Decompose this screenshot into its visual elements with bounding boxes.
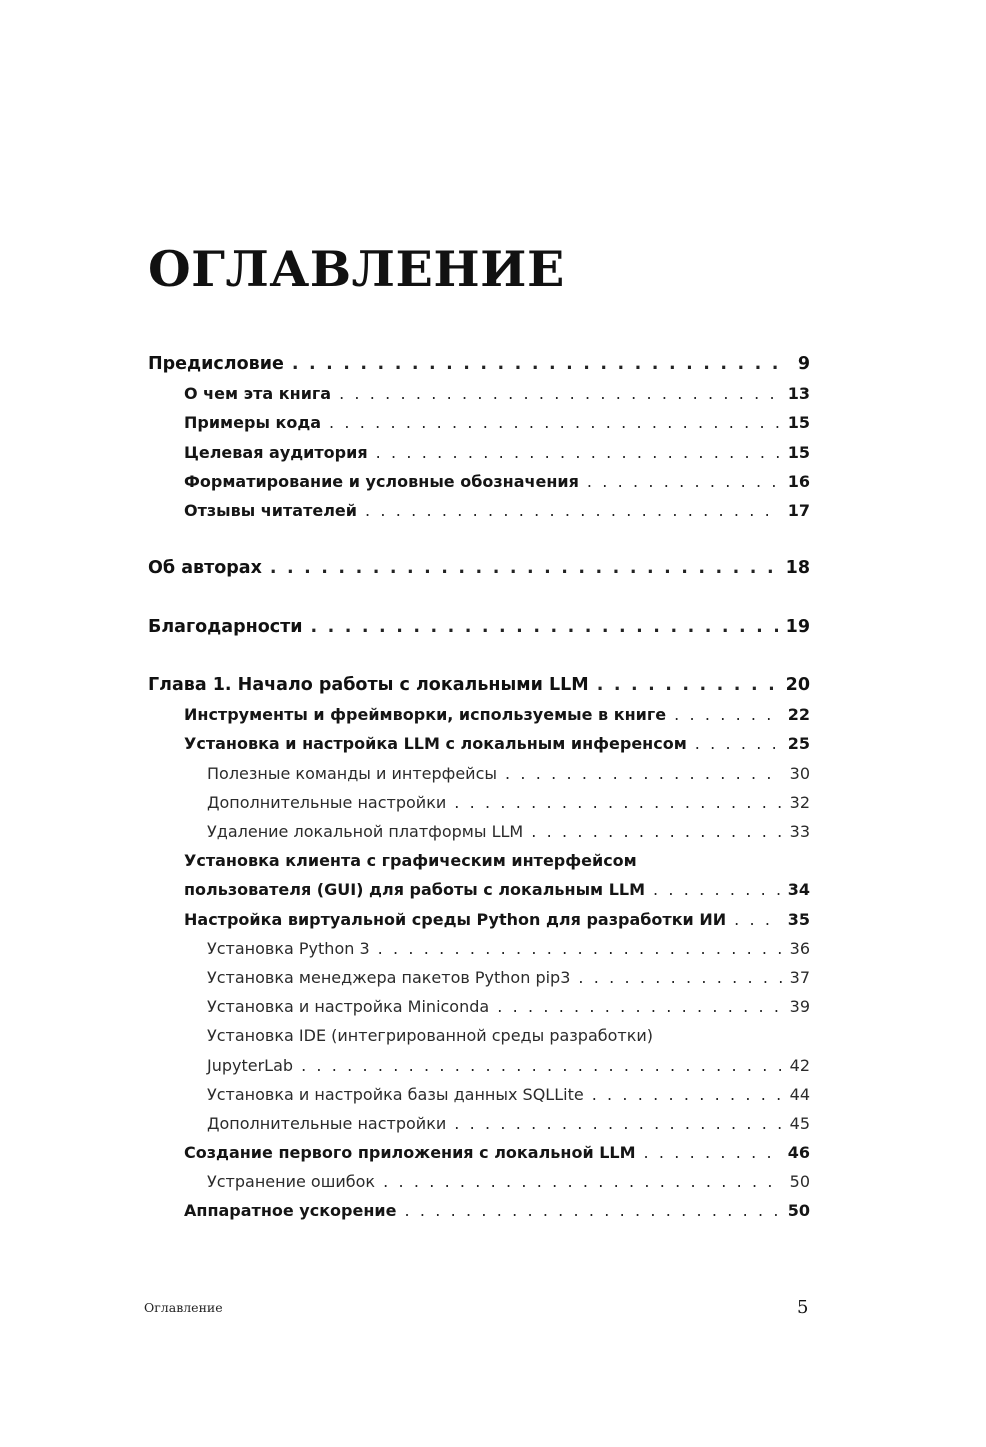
toc-label: Об авторах	[148, 558, 262, 579]
dot-leader	[531, 817, 781, 846]
toc-entry-install-miniconda[interactable]	[148, 992, 810, 1021]
dot-leader	[378, 934, 782, 963]
toc-label: Глава 1. Начало работы с локальными LLM	[148, 675, 589, 696]
dot-leader	[292, 350, 790, 379]
toc-label: Создание первого приложения с локальной LLM	[184, 1143, 636, 1163]
toc-entry-useful-commands[interactable]	[148, 759, 810, 788]
toc-entry-chapter-1[interactable]	[148, 671, 810, 700]
toc-page: 22	[787, 705, 810, 725]
toc-entry-reviews[interactable]	[148, 496, 810, 525]
running-footer-title: Оглавление	[144, 1300, 223, 1315]
toc-label: О чем эта книга	[184, 384, 332, 404]
toc-page: 16	[787, 471, 810, 491]
toc-page: 32	[789, 792, 810, 812]
dot-leader	[505, 759, 782, 788]
toc-label: Устранение ошибок	[207, 1172, 376, 1192]
toc-page: 17	[787, 500, 810, 520]
toc-entry-gui-client-line1[interactable]: Установка клиента с графическим интерфейсом	[184, 851, 637, 871]
toc-page: 50	[789, 1172, 810, 1192]
dot-leader	[329, 408, 780, 437]
dot-leader	[339, 379, 780, 408]
dot-leader	[376, 438, 780, 467]
toc-page: 33	[789, 822, 810, 841]
dot-leader	[365, 496, 780, 525]
toc-page: 39	[789, 997, 810, 1017]
table-of-contents	[148, 350, 810, 1226]
toc-page: 37	[789, 967, 810, 987]
toc-label: Установка и настройка базы данных SQLLite	[207, 1084, 584, 1104]
toc-entry-thanks[interactable]	[148, 613, 810, 642]
toc-label: Установка Python 3	[207, 938, 370, 958]
toc-entry-install-ide-line1[interactable]: Установка IDE (интегрированной среды разработки)	[207, 1026, 654, 1046]
toc-page: 19	[785, 616, 810, 637]
dot-leader	[653, 875, 780, 904]
toc-page: 50	[787, 1201, 810, 1221]
toc-label: Примеры кода	[184, 413, 322, 433]
toc-page: 15	[787, 413, 810, 433]
dot-leader	[404, 1196, 779, 1225]
dot-leader	[497, 992, 781, 1021]
dot-leader	[597, 671, 778, 700]
toc-entry-remove-platform[interactable]	[148, 817, 810, 846]
toc-entry-extra-settings-1[interactable]	[148, 788, 810, 817]
toc-label: Установка и настройка LLM с локальным инференсом	[184, 734, 687, 754]
page-number: 5	[797, 1297, 809, 1318]
toc-label: Инструменты и фреймворки, используемые в книге	[184, 705, 667, 725]
toc-entry-tools[interactable]	[148, 700, 810, 729]
toc-page: 25	[787, 734, 810, 754]
toc-page: 34	[787, 880, 810, 900]
toc-page: 18	[785, 558, 810, 579]
toc-page: 20	[785, 675, 810, 696]
dot-leader	[578, 963, 781, 992]
toc-label: Установка менеджера пакетов Python pip3	[207, 967, 571, 987]
dot-leader	[587, 467, 780, 496]
toc-entry-gui-client[interactable]	[148, 875, 810, 904]
toc-label: Настройка виртуальной среды Python для разработки ИИ	[184, 909, 727, 929]
dot-leader	[311, 613, 778, 642]
toc-entry-audience[interactable]	[148, 438, 810, 467]
toc-entry-python-env[interactable]	[148, 905, 810, 934]
toc-entry-preface[interactable]	[148, 350, 810, 379]
toc-label: Аппаратное ускорение	[184, 1201, 397, 1221]
toc-page: 42	[789, 1055, 810, 1075]
toc-label: Дополнительные настройки	[207, 792, 447, 812]
toc-page: 36	[789, 938, 810, 958]
toc-entry-install-sqllite[interactable]	[148, 1080, 810, 1109]
toc-label: пользователя (GUI) для работы с локальным LLM	[184, 880, 646, 900]
toc-label: Форматирование и условные обозначения	[184, 471, 579, 491]
toc-page: 35	[787, 909, 810, 929]
dot-leader	[454, 1109, 781, 1138]
dot-leader	[695, 729, 780, 758]
toc-entry-troubleshooting[interactable]	[148, 1167, 810, 1196]
dot-leader	[674, 700, 780, 729]
toc-entry-code-examples[interactable]	[148, 408, 810, 437]
toc-label: Благодарности	[148, 616, 303, 637]
toc-label: Предисловие	[148, 354, 284, 374]
toc-label: Установка и настройка Miniconda	[207, 997, 490, 1017]
toc-label: JupyterLab	[207, 1055, 294, 1075]
toc-entry-hw-accel[interactable]	[148, 1196, 810, 1225]
toc-entry-about-book[interactable]	[148, 379, 810, 408]
toc-page: 9	[797, 354, 810, 374]
toc-label: Отзывы читателей	[184, 500, 357, 520]
toc-label: Дополнительные настройки	[207, 1113, 447, 1133]
dot-leader	[644, 1138, 780, 1167]
toc-entry-install-pip[interactable]	[148, 963, 810, 992]
dot-leader	[592, 1080, 782, 1109]
toc-entry-formatting[interactable]	[148, 467, 810, 496]
toc-label: Удаление локальной платформы LLM	[207, 822, 524, 841]
toc-entry-install-python[interactable]	[148, 934, 810, 963]
toc-page: 46	[787, 1143, 810, 1163]
toc-page: 44	[789, 1084, 810, 1104]
toc-entry-install-ide[interactable]	[148, 1051, 810, 1080]
dot-leader	[301, 1051, 782, 1080]
dot-leader	[270, 554, 778, 583]
page-title: ОГЛАВЛЕНИЕ	[148, 240, 565, 298]
toc-entry-first-app[interactable]	[148, 1138, 810, 1167]
toc-label: Полезные команды и интерфейсы	[207, 763, 498, 783]
dot-leader	[383, 1167, 782, 1196]
toc-page: 15	[787, 442, 810, 462]
toc-page: 13	[787, 384, 810, 404]
dot-leader	[454, 788, 781, 817]
toc-page: 45	[789, 1113, 810, 1133]
dot-leader	[734, 905, 780, 934]
toc-entry-extra-settings-2[interactable]	[148, 1109, 810, 1138]
toc-label: Целевая аудитория	[184, 442, 368, 462]
toc-entry-install-llm[interactable]	[148, 729, 810, 758]
toc-page: 30	[789, 763, 810, 783]
toc-entry-authors[interactable]	[148, 554, 810, 583]
